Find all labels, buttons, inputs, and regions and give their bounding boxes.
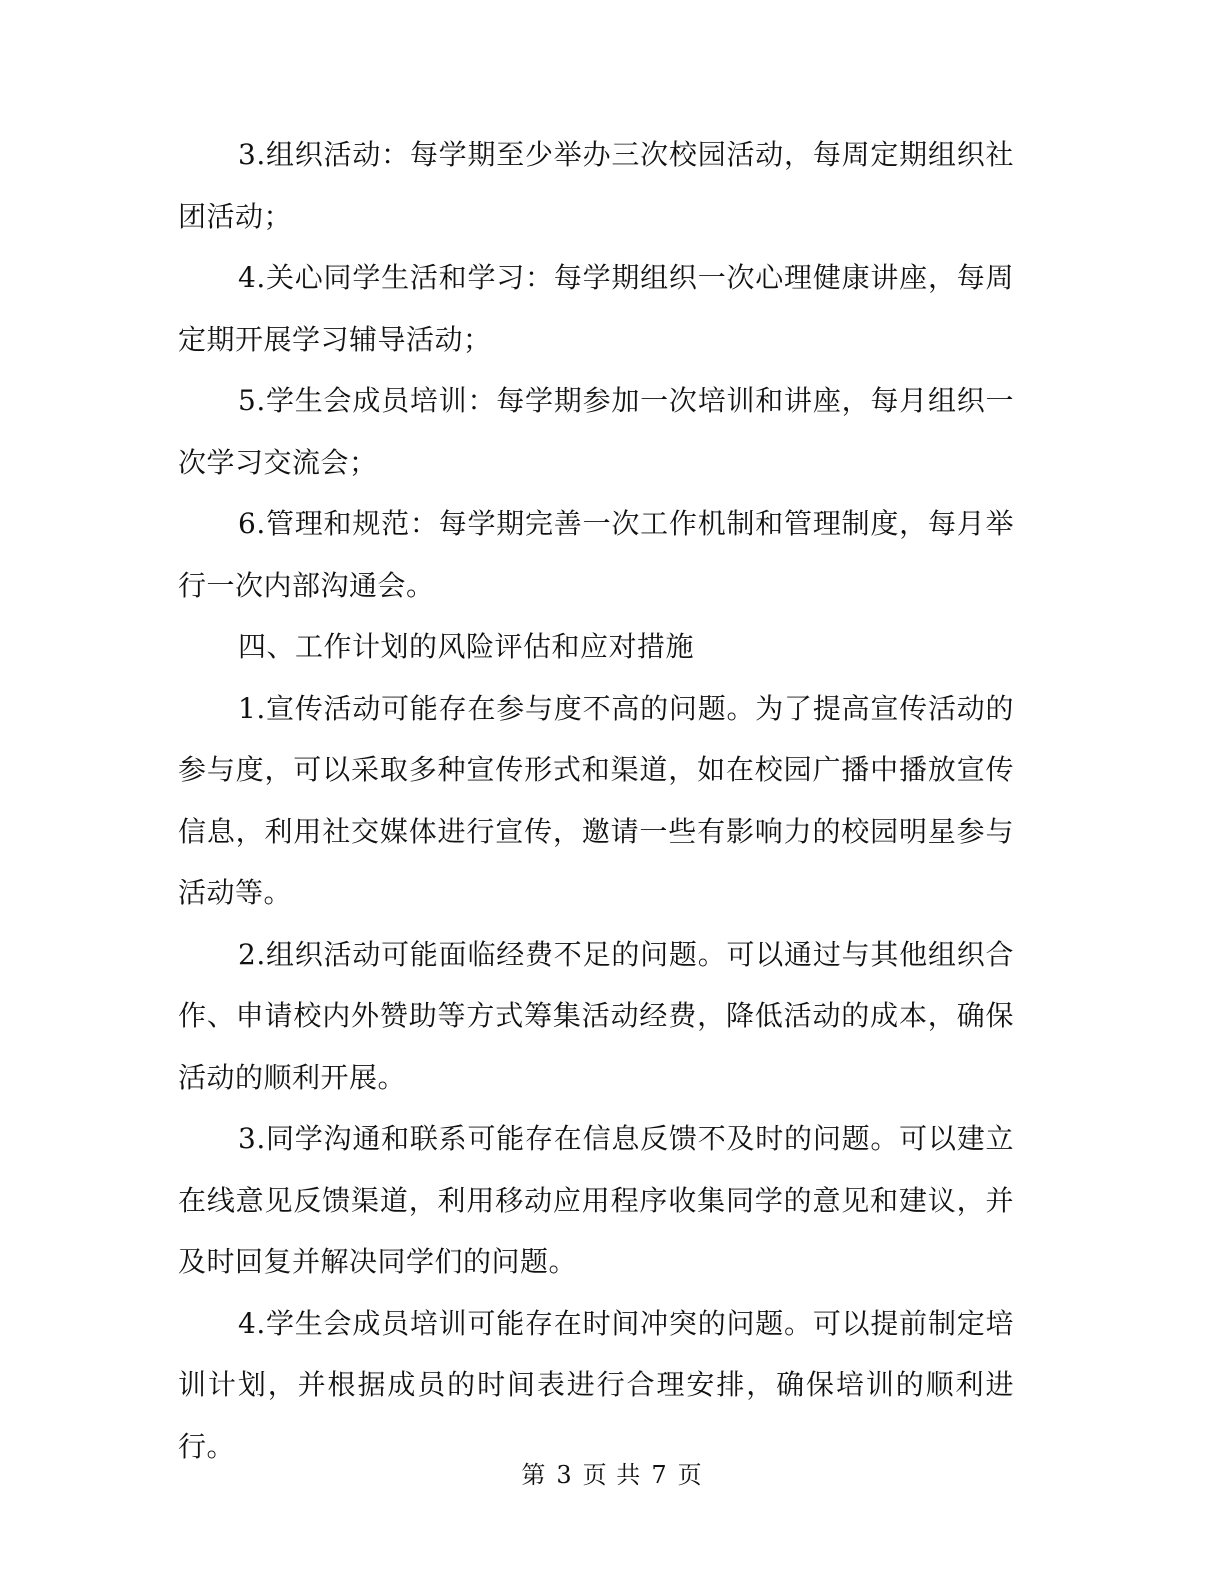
page-footer: [0, 1460, 1224, 1490]
footer-prefix: 第: [521, 1461, 547, 1489]
footer-mid: 页 共: [582, 1461, 642, 1489]
paragraph-risk-4-training-conflict: 4.学生会成员培训可能存在时间冲突的问题。可以提前制定培训计划，并根据成员的时间表进行合理安排，确保培训的顺利进行。: [178, 1306, 1014, 1463]
paragraph-item-3-organize-activities: 3.组织活动：每学期至少举办三次校园活动，每周定期组织社团活动；: [178, 138, 1014, 233]
footer-suffix: 页: [677, 1461, 703, 1489]
current-page-number: 3: [556, 1461, 573, 1489]
paragraph-risk-3-feedback: 3.同学沟通和联系可能存在信息反馈不及时的问题。可以建立在线意见反馈渠道，利用移动应用程序收集同学的意见和建议，并及时回复并解决同学们的问题。: [178, 1122, 1014, 1278]
paragraph-risk-1-publicity: 1.宣传活动可能存在参与度不高的问题。为了提高宣传活动的参与度，可以采取多种宣传形式和渠道，如在校园广播中播放宣传信息，利用社交媒体进行宣传，邀请一些有影响力的校园明星参与活动等。: [178, 691, 1014, 909]
paragraph-risk-2-funding: 2.组织活动可能面临经费不足的问题。可以通过与其他组织合作、申请校内外赞助等方式筹集活动经费，降低活动的成本，确保活动的顺利开展。: [178, 937, 1014, 1094]
paragraph-item-4-care-for-students: 4.关心同学生活和学习：每学期组织一次心理健康讲座，每周定期开展学习辅导活动；: [178, 261, 1014, 356]
paragraph-item-6-management: 6.管理和规范：每学期完善一次工作机制和管理制度，每月举行一次内部沟通会。: [178, 507, 1014, 602]
document-body: [178, 124, 1014, 1477]
section-heading-risk-assessment: 四、工作计划的风险评估和应对措施: [238, 630, 695, 663]
paragraph-item-5-member-training: 5.学生会成员培训：每学期参加一次培训和讲座，每月组织一次学习交流会；: [178, 384, 1014, 479]
total-page-count: 7: [651, 1461, 668, 1489]
